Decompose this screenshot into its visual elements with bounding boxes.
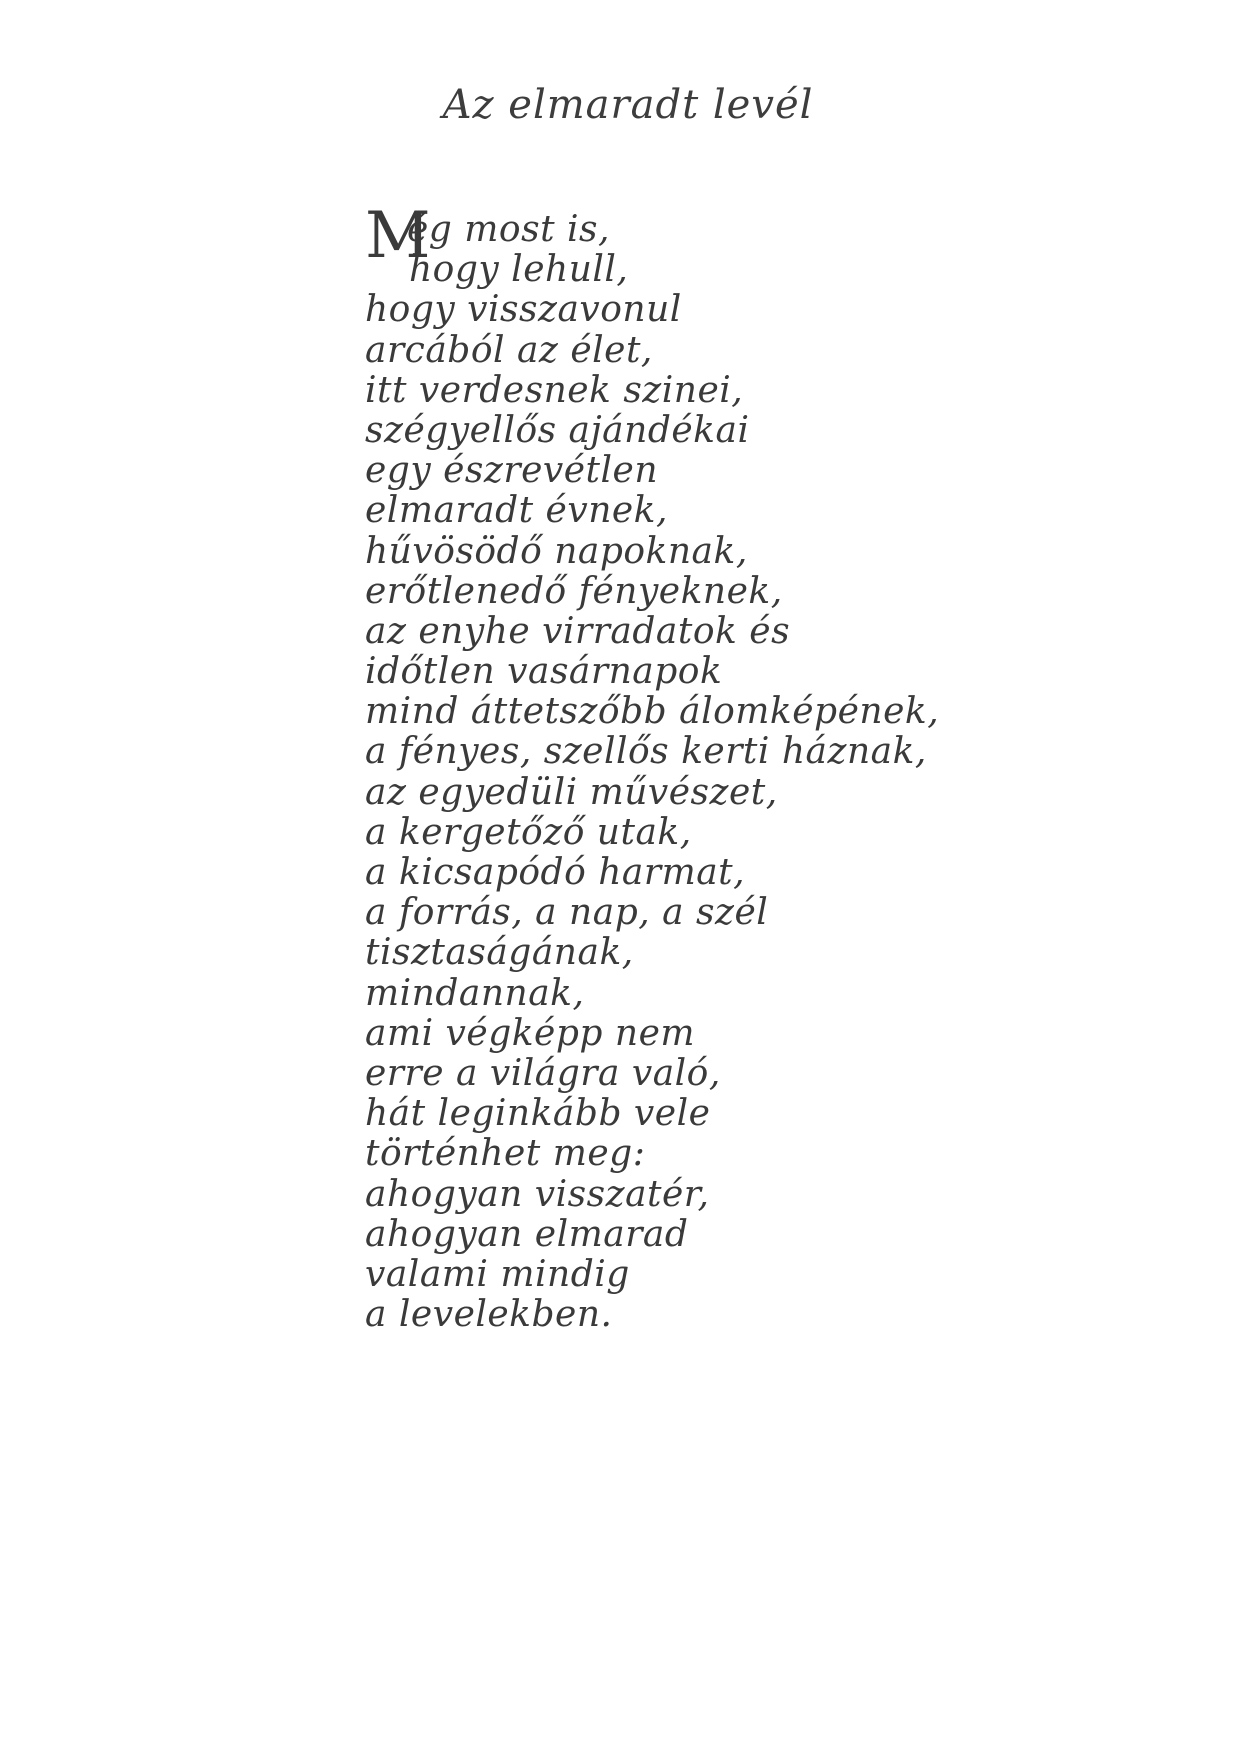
poem-line: a kicsapódó harmat, — [365, 852, 746, 893]
poem-line: erre a világra való, — [365, 1052, 721, 1094]
poem-title: Az elmaradt levél — [442, 82, 814, 128]
poem-line: erőtlenedő fényeknek, — [365, 570, 783, 612]
poem-line: történhet meg: — [365, 1133, 646, 1175]
poem-line: hogy visszavonul — [365, 289, 682, 331]
poem-line: valami mindig — [365, 1253, 630, 1295]
poem-line: hát leginkább vele — [365, 1093, 711, 1135]
poem-line: mind áttetszőbb álomképének, — [365, 691, 940, 733]
drop-cap: M — [365, 199, 432, 273]
poem-line: a fényes, szellős kerti háznak, — [365, 731, 927, 773]
poem-line: az enyhe virradatok és — [365, 610, 791, 652]
poem-line: ami végképp nem — [365, 1012, 696, 1054]
poem-line: elmaradt évnek, — [365, 490, 668, 532]
poem-line: itt verdesnek szinei, — [365, 369, 744, 411]
poem-line: a levelekben. — [365, 1294, 613, 1336]
poem-line: a forrás, a nap, a szél — [365, 892, 769, 934]
poem-line: mindannak, — [365, 972, 585, 1014]
first-line-text: ég most is, — [407, 209, 610, 250]
poem-line: arcából az élet, — [365, 329, 653, 371]
poem-line: az egyedüli művészet, — [365, 771, 778, 813]
poem-line: egy észrevétlen — [365, 450, 659, 492]
poem-line: hűvösödő napoknak, — [365, 530, 748, 572]
poem-line: ahogyan elmarad — [365, 1213, 689, 1255]
poem-line: szégyellős ajándékai — [365, 409, 750, 451]
poem-line: ahogyan visszatér, — [365, 1173, 710, 1215]
poem-line: hogy lehull, — [409, 249, 629, 291]
poem-line: a kergetőző utak, — [365, 811, 692, 853]
poem-body — [365, 199, 1005, 1336]
poem-line: tisztaságának, — [365, 932, 634, 974]
poem-line: időtlen vasárnapok — [365, 651, 723, 693]
